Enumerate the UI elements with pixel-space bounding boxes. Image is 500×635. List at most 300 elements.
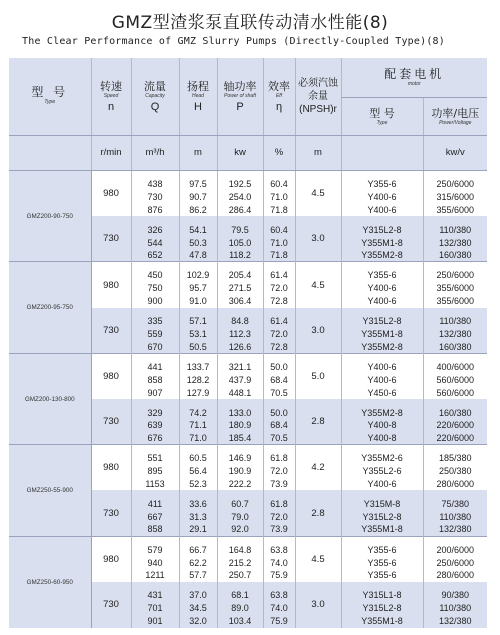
motor-type-cell: Y400-6: [341, 295, 423, 308]
capacity-cell: 544: [131, 236, 179, 249]
motor-type-cell: Y355L2-6: [341, 465, 423, 478]
npsh-cell: 3.0: [295, 308, 341, 354]
npsh-cell: 3.0: [295, 216, 341, 262]
header-npsh: [295, 58, 341, 135]
performance-table: [9, 58, 487, 628]
eff-cell: 63.8: [263, 589, 295, 602]
speed-cell: 980: [91, 445, 131, 491]
gap-cell: [341, 490, 423, 497]
capacity-cell: 450: [131, 269, 179, 282]
npsh-cell: 4.2: [295, 445, 341, 491]
motor-type-cell: Y400-6: [341, 373, 423, 386]
power-cell: 185.4: [217, 432, 263, 445]
group-gap-row: [9, 353, 487, 360]
capacity-cell: 559: [131, 328, 179, 341]
power-cell: 448.1: [217, 386, 263, 399]
motor-type-cell: Y355M1-8: [341, 523, 423, 536]
eff-cell: 61.4: [263, 269, 295, 282]
motor-power-cell: 280/6000: [423, 569, 487, 582]
gap-cell: [131, 399, 179, 406]
gap-cell: [179, 171, 217, 178]
eff-cell: 60.4: [263, 223, 295, 236]
header-power: [217, 58, 263, 135]
eff-cell: 71.8: [263, 249, 295, 262]
gap-cell: [263, 536, 295, 543]
head-cell: 31.3: [179, 510, 217, 523]
power-cell: 250.7: [217, 569, 263, 582]
unit-npsh: m: [295, 135, 341, 170]
speed-cell: 730: [91, 490, 131, 536]
group-gap-row: [9, 536, 487, 543]
eff-cell: 50.0: [263, 360, 295, 373]
power-cell: 190.9: [217, 465, 263, 478]
gap-cell: [131, 171, 179, 178]
npsh-cell: 3.0: [295, 582, 341, 628]
gap-cell: [423, 490, 487, 497]
motor-power-cell: 90/380: [423, 589, 487, 602]
header-eff-cn: 效率: [268, 79, 290, 93]
eff-cell: 50.0: [263, 406, 295, 419]
gap-cell: [217, 262, 263, 269]
eff-cell: 71.0: [263, 190, 295, 203]
gap-cell: [341, 262, 423, 269]
motor-power-cell: 315/6000: [423, 190, 487, 203]
gap-cell: [341, 582, 423, 589]
gap-cell: [341, 536, 423, 543]
motor-type-cell: Y355-6: [341, 178, 423, 191]
motor-type-cell: Y315M-8: [341, 498, 423, 511]
head-cell: 29.1: [179, 523, 217, 536]
header-mtype-en: Type: [376, 119, 388, 126]
table-body: [9, 58, 487, 628]
header-power-sym: P: [236, 100, 244, 113]
capacity-cell: 858: [131, 523, 179, 536]
motor-type-cell: Y400-8: [341, 432, 423, 445]
speed-cell: 980: [91, 536, 131, 582]
head-cell: 128.2: [179, 373, 217, 386]
motor-type-cell: Y315L2-8: [341, 602, 423, 615]
capacity-cell: 907: [131, 386, 179, 399]
header-eff-en: Eff: [275, 92, 283, 99]
power-cell: 92.0: [217, 523, 263, 536]
gap-cell: [423, 262, 487, 269]
capacity-cell: 1211: [131, 569, 179, 582]
head-cell: 102.9: [179, 269, 217, 282]
motor-power-cell: 110/380: [423, 510, 487, 523]
head-cell: 74.2: [179, 406, 217, 419]
speed-cell: 980: [91, 262, 131, 308]
unit-capacity: m³/h: [131, 135, 179, 170]
power-cell: 180.9: [217, 419, 263, 432]
eff-cell: 60.4: [263, 178, 295, 191]
head-cell: 50.3: [179, 236, 217, 249]
motor-power-cell: 110/380: [423, 602, 487, 615]
capacity-cell: 1153: [131, 478, 179, 491]
motor-type-cell: Y315L1-8: [341, 589, 423, 602]
head-cell: 60.5: [179, 452, 217, 465]
eff-cell: 72.0: [263, 510, 295, 523]
power-cell: 306.4: [217, 295, 263, 308]
gap-cell: [423, 582, 487, 589]
capacity-cell: 551: [131, 452, 179, 465]
capacity-cell: 895: [131, 465, 179, 478]
motor-power-cell: 250/6000: [423, 178, 487, 191]
header-motor-en: motor: [407, 80, 421, 87]
motor-power-cell: 560/6000: [423, 386, 487, 399]
header-mpower-en: Power/Voltage: [439, 119, 472, 126]
power-cell: 133.0: [217, 406, 263, 419]
gap-cell: [263, 216, 295, 223]
gap-cell: [217, 490, 263, 497]
eff-cell: 75.9: [263, 569, 295, 582]
power-cell: 164.8: [217, 543, 263, 556]
power-cell: 60.7: [217, 498, 263, 511]
motor-type-cell: Y355M1-8: [341, 236, 423, 249]
head-cell: 91.0: [179, 295, 217, 308]
capacity-cell: 670: [131, 340, 179, 353]
power-cell: 68.1: [217, 589, 263, 602]
gap-cell: [179, 216, 217, 223]
motor-type-cell: Y355-6: [341, 269, 423, 282]
header-mpower-cn: 功率/电压: [431, 106, 480, 120]
model-name-cell: GMZ250-55-900: [9, 445, 91, 536]
gap-cell: [423, 536, 487, 543]
gap-cell: [423, 353, 487, 360]
npsh-cell: 2.8: [295, 399, 341, 445]
group-gap-row: [9, 262, 487, 269]
eff-cell: 71.0: [263, 236, 295, 249]
power-cell: 103.4: [217, 615, 263, 628]
head-cell: 32.0: [179, 615, 217, 628]
unit-power: kw: [217, 135, 263, 170]
header-eff-sym: η: [275, 100, 283, 113]
gap-cell: [341, 216, 423, 223]
eff-cell: 74.0: [263, 602, 295, 615]
motor-type-cell: Y400-6: [341, 190, 423, 203]
motor-power-cell: 355/6000: [423, 295, 487, 308]
gap-cell: [179, 490, 217, 497]
gap-cell: [263, 262, 295, 269]
power-cell: 271.5: [217, 282, 263, 295]
header-head-cn: 扬程: [187, 79, 209, 93]
page-title: GMZ型渣浆泵直联传动清水性能(8): [111, 13, 389, 33]
gap-cell: [217, 308, 263, 315]
capacity-cell: 335: [131, 315, 179, 328]
motor-power-cell: 280/6000: [423, 478, 487, 491]
capacity-cell: 940: [131, 556, 179, 569]
speed-cell: 980: [91, 353, 131, 399]
power-cell: 205.4: [217, 269, 263, 282]
head-cell: 34.5: [179, 602, 217, 615]
capacity-cell: 438: [131, 178, 179, 191]
power-cell: 254.0: [217, 190, 263, 203]
motor-power-cell: 250/380: [423, 465, 487, 478]
gap-cell: [131, 582, 179, 589]
gap-cell: [263, 399, 295, 406]
page-subtitle: The Clear Performance of GMZ Slurry Pumps (Directly-Coupled Type)(8): [22, 36, 445, 47]
gap-cell: [217, 536, 263, 543]
model-name-cell: GMZ200-130-800: [9, 353, 91, 444]
gap-cell: [217, 399, 263, 406]
gap-cell: [131, 262, 179, 269]
header-speed: [91, 58, 131, 135]
model-name-cell: GMZ200-90-750: [9, 171, 91, 262]
head-cell: 127.9: [179, 386, 217, 399]
power-cell: 112.3: [217, 328, 263, 341]
motor-type-cell: Y355M1-8: [341, 328, 423, 341]
gap-cell: [217, 353, 263, 360]
gap-cell: [263, 445, 295, 452]
head-cell: 97.5: [179, 178, 217, 191]
gap-cell: [263, 353, 295, 360]
unit-eff: %: [263, 135, 295, 170]
capacity-cell: 579: [131, 543, 179, 556]
motor-power-cell: 355/6000: [423, 282, 487, 295]
motor-power-cell: 250/6000: [423, 269, 487, 282]
motor-type-cell: Y355M1-8: [341, 615, 423, 628]
eff-cell: 75.9: [263, 615, 295, 628]
gap-cell: [341, 353, 423, 360]
npsh-cell: 2.8: [295, 490, 341, 536]
header-motor-cn: 配套电机: [384, 66, 445, 81]
power-cell: 89.0: [217, 602, 263, 615]
gap-cell: [217, 582, 263, 589]
gap-cell: [423, 308, 487, 315]
head-cell: 86.2: [179, 203, 217, 216]
head-cell: 57.1: [179, 315, 217, 328]
capacity-cell: 858: [131, 373, 179, 386]
eff-cell: 61.8: [263, 498, 295, 511]
header-model-en: Type: [44, 99, 56, 106]
motor-type-cell: Y355M2-8: [341, 340, 423, 353]
head-cell: 90.7: [179, 190, 217, 203]
power-cell: 286.4: [217, 203, 263, 216]
speed-cell: 730: [91, 399, 131, 445]
group-gap-row: [9, 171, 487, 178]
motor-power-cell: 110/380: [423, 315, 487, 328]
header-capacity-en: Capacity: [145, 92, 165, 99]
head-cell: 53.1: [179, 328, 217, 341]
speed-cell: 730: [91, 216, 131, 262]
header-npsh-cn: 必须汽蚀余量: [298, 77, 338, 102]
unit-speed: r/min: [91, 135, 131, 170]
header-capacity: [131, 58, 179, 135]
head-cell: 37.0: [179, 589, 217, 602]
head-cell: 50.5: [179, 340, 217, 353]
head-cell: 47.8: [179, 249, 217, 262]
eff-cell: 72.0: [263, 282, 295, 295]
gap-cell: [179, 445, 217, 452]
motor-power-cell: 220/6000: [423, 432, 487, 445]
capacity-cell: 730: [131, 190, 179, 203]
motor-type-cell: Y315L2-8: [341, 510, 423, 523]
capacity-cell: 326: [131, 223, 179, 236]
capacity-cell: 329: [131, 406, 179, 419]
head-cell: 54.1: [179, 223, 217, 236]
eff-cell: 73.9: [263, 523, 295, 536]
speed-cell: 730: [91, 308, 131, 354]
unit-motor-type: [341, 135, 423, 170]
head-cell: 133.7: [179, 360, 217, 373]
head-cell: 95.7: [179, 282, 217, 295]
header-motor-power: [423, 98, 487, 136]
gap-cell: [423, 399, 487, 406]
capacity-cell: 901: [131, 615, 179, 628]
eff-cell: 70.5: [263, 386, 295, 399]
eff-cell: 61.4: [263, 315, 295, 328]
gap-cell: [179, 536, 217, 543]
gap-cell: [179, 353, 217, 360]
eff-cell: 70.5: [263, 432, 295, 445]
motor-power-cell: 220/6000: [423, 419, 487, 432]
capacity-cell: 431: [131, 589, 179, 602]
unit-head: m: [179, 135, 217, 170]
motor-power-cell: 160/380: [423, 340, 487, 353]
model-name-cell: GMZ250-60-950: [9, 536, 91, 628]
motor-power-cell: 160/380: [423, 249, 487, 262]
eff-cell: 72.0: [263, 465, 295, 478]
power-cell: 146.9: [217, 452, 263, 465]
header-npsh-sym: (NPSH)r: [299, 103, 337, 115]
eff-cell: 63.8: [263, 543, 295, 556]
gap-cell: [263, 171, 295, 178]
head-cell: 71.1: [179, 419, 217, 432]
header-motor: [341, 58, 487, 98]
gap-cell: [217, 216, 263, 223]
motor-power-cell: 400/6000: [423, 360, 487, 373]
gap-cell: [341, 171, 423, 178]
eff-cell: 61.8: [263, 452, 295, 465]
motor-power-cell: 185/380: [423, 452, 487, 465]
motor-type-cell: Y355-6: [341, 556, 423, 569]
gap-cell: [263, 308, 295, 315]
head-cell: 52.3: [179, 478, 217, 491]
head-cell: 56.4: [179, 465, 217, 478]
motor-power-cell: 132/380: [423, 236, 487, 249]
eff-cell: 68.4: [263, 419, 295, 432]
npsh-cell: 4.5: [295, 262, 341, 308]
eff-cell: 74.0: [263, 556, 295, 569]
header-capacity-cn: 流量: [144, 79, 166, 93]
eff-cell: 68.4: [263, 373, 295, 386]
gap-cell: [179, 399, 217, 406]
gap-cell: [217, 171, 263, 178]
group-gap-row: [9, 445, 487, 452]
capacity-cell: 900: [131, 295, 179, 308]
motor-power-cell: 560/6000: [423, 373, 487, 386]
head-cell: 33.6: [179, 498, 217, 511]
gap-cell: [263, 582, 295, 589]
motor-type-cell: Y355M2-8: [341, 249, 423, 262]
header-speed-cn: 转速: [100, 79, 122, 93]
gap-cell: [179, 262, 217, 269]
unit-mpower: kw/v: [423, 135, 487, 170]
speed-cell: 980: [91, 171, 131, 217]
npsh-cell: 4.5: [295, 536, 341, 582]
capacity-cell: 639: [131, 419, 179, 432]
header-head: [179, 58, 217, 135]
gap-cell: [131, 445, 179, 452]
gap-cell: [131, 353, 179, 360]
gap-cell: [179, 582, 217, 589]
head-cell: 62.2: [179, 556, 217, 569]
motor-type-cell: Y355M2-6: [341, 452, 423, 465]
gap-cell: [263, 490, 295, 497]
capacity-cell: 652: [131, 249, 179, 262]
motor-type-cell: Y400-6: [341, 360, 423, 373]
units-model-cell: [9, 135, 91, 170]
gap-cell: [217, 445, 263, 452]
header-head-en: Head: [192, 92, 204, 99]
motor-power-cell: 355/6000: [423, 203, 487, 216]
eff-cell: 72.8: [263, 295, 295, 308]
header-model: [9, 58, 91, 135]
motor-type-cell: Y400-6: [341, 282, 423, 295]
header-eff: [263, 58, 295, 135]
power-cell: 118.2: [217, 249, 263, 262]
gap-cell: [341, 445, 423, 452]
npsh-cell: 4.5: [295, 171, 341, 217]
power-cell: 79.0: [217, 510, 263, 523]
capacity-cell: 411: [131, 498, 179, 511]
motor-power-cell: 75/380: [423, 498, 487, 511]
header-speed-sym: n: [107, 100, 115, 113]
gap-cell: [423, 171, 487, 178]
power-cell: 84.8: [217, 315, 263, 328]
header-speed-en: Speed: [103, 92, 119, 99]
header-mtype-cn: 型 号: [369, 106, 395, 120]
motor-type-cell: Y355M2-8: [341, 406, 423, 419]
motor-type-cell: Y400-6: [341, 478, 423, 491]
capacity-cell: 701: [131, 602, 179, 615]
motor-power-cell: 200/6000: [423, 543, 487, 556]
motor-power-cell: 132/380: [423, 615, 487, 628]
power-cell: 215.2: [217, 556, 263, 569]
motor-power-cell: 160/380: [423, 406, 487, 419]
header-capacity-sym: Q: [150, 100, 160, 113]
capacity-cell: 750: [131, 282, 179, 295]
motor-type-cell: Y315L2-8: [341, 315, 423, 328]
power-cell: 105.0: [217, 236, 263, 249]
motor-type-cell: Y450-6: [341, 386, 423, 399]
motor-type-cell: Y315L2-8: [341, 223, 423, 236]
gap-cell: [179, 308, 217, 315]
motor-power-cell: 132/380: [423, 328, 487, 341]
capacity-cell: 667: [131, 510, 179, 523]
motor-type-cell: Y355-6: [341, 569, 423, 582]
head-cell: 57.7: [179, 569, 217, 582]
gap-cell: [423, 216, 487, 223]
header-head-sym: H: [194, 100, 202, 113]
gap-cell: [131, 536, 179, 543]
motor-type-cell: Y400-6: [341, 203, 423, 216]
head-cell: 66.7: [179, 543, 217, 556]
capacity-cell: 676: [131, 432, 179, 445]
motor-power-cell: 250/6000: [423, 556, 487, 569]
gap-cell: [341, 308, 423, 315]
gap-cell: [131, 216, 179, 223]
header-motor-type: [341, 98, 423, 136]
speed-cell: 730: [91, 582, 131, 628]
eff-cell: 71.8: [263, 203, 295, 216]
gap-cell: [341, 399, 423, 406]
capacity-cell: 441: [131, 360, 179, 373]
eff-cell: 72.0: [263, 328, 295, 341]
header-model-cn: 型 号: [31, 85, 69, 100]
eff-cell: 72.8: [263, 340, 295, 353]
capacity-cell: 876: [131, 203, 179, 216]
power-cell: 126.6: [217, 340, 263, 353]
